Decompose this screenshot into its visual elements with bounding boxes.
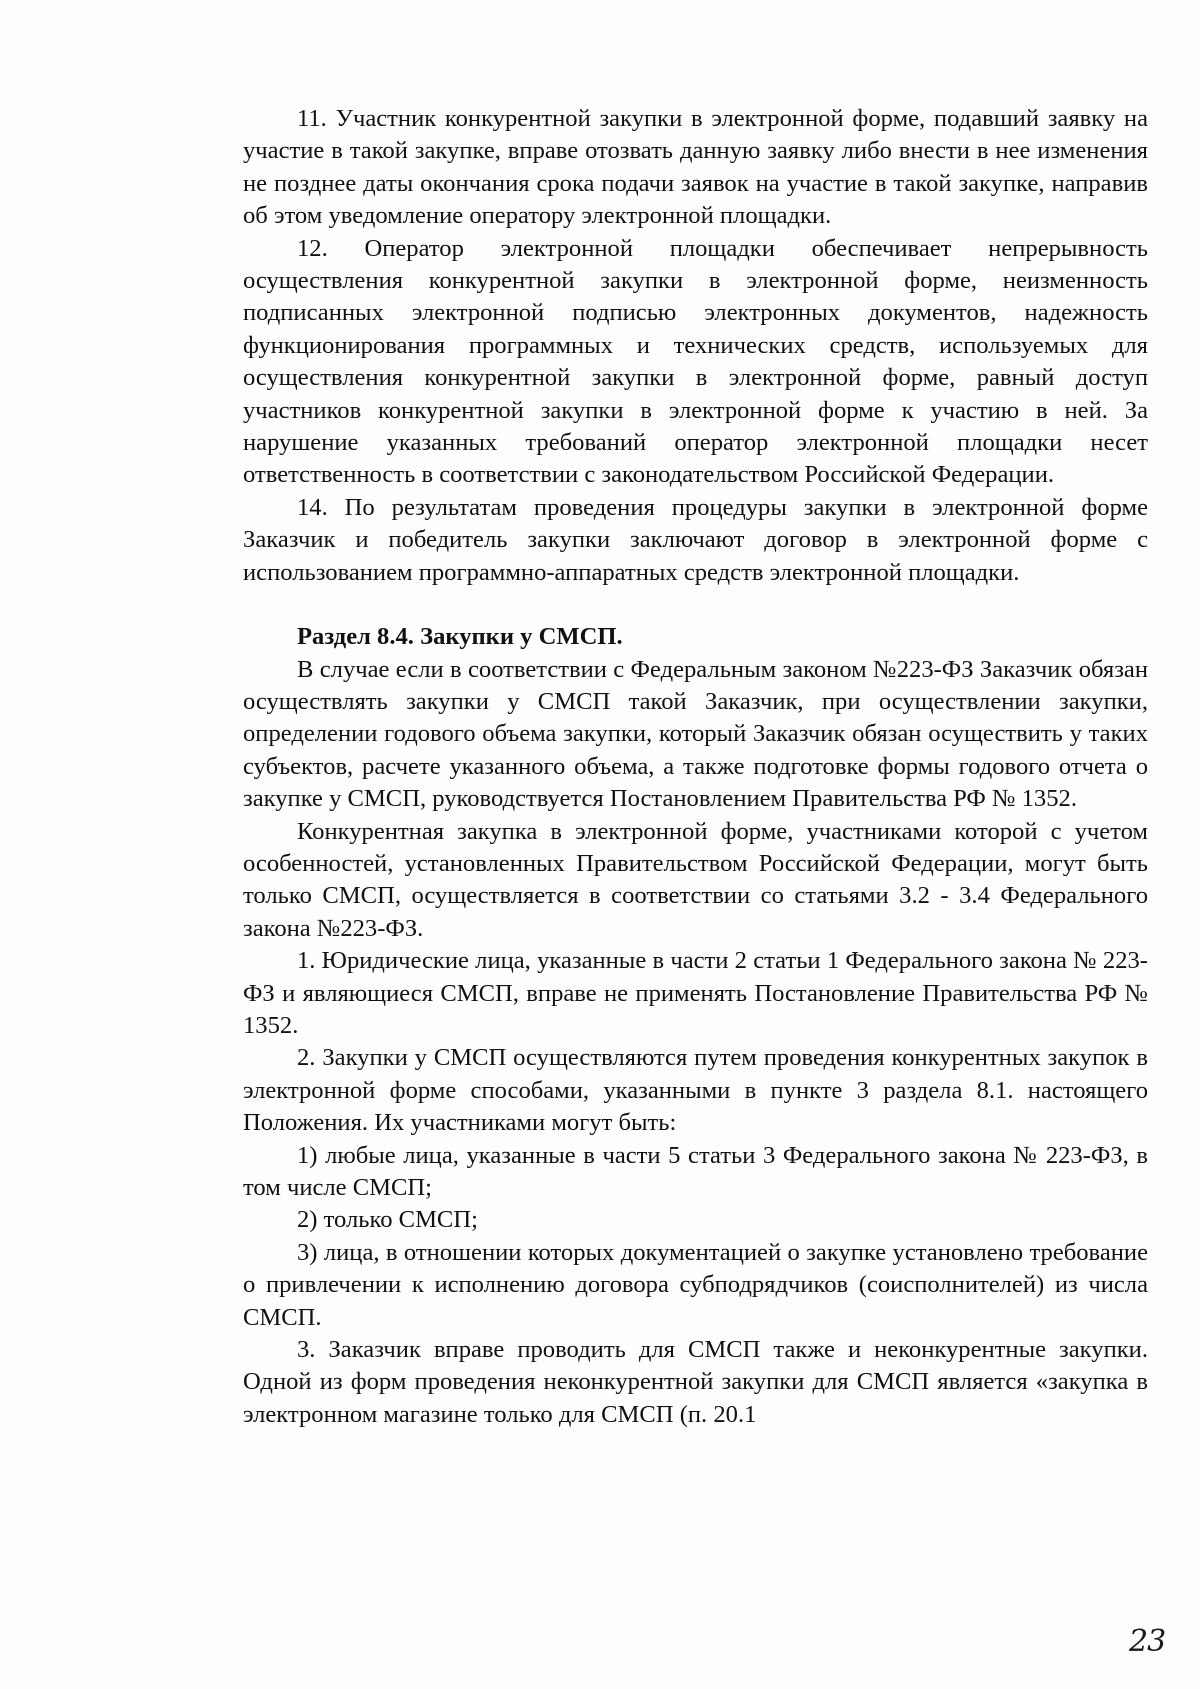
paragraph-11: 11. Участник конкурентной закупки в электронной форме, подавший заявку на участие в такой закупке, вправе отозвать данную заявку либо внести в нее изменения не позднее даты окончания срока подачи заявок на участие в такой закупке, направив об этом уведомление оператору электронной площадки. bbox=[243, 105, 1148, 230]
section-paragraph-3: 3. Заказчик вправе проводить для СМСП также и неконкурентные закупки. Одной из форм проведения неконкурентной закупки для СМСП является «закупка в электронном магазине только для СМСП (п. 20.1 bbox=[243, 1336, 1148, 1428]
section-paragraph-intro: В случае если в соответствии с Федеральным законом №223-ФЗ Заказчик обязан осуществлять закупки у СМСП такой Заказчик, при осуществлении закупки, определении годового объема закупки, который Заказчик обязан осуществить у таких субъектов, расчете указанного объема, а также подготовке формы годового отчета о закупке у СМСП, руководствуется Постановлением Правительства РФ № 1352. bbox=[243, 655, 1148, 813]
section-paragraph-competitive: Конкурентная закупка в электронной форме, участниками которой с учетом особенностей, установленных Правительством Российской Федерации, могут быть только СМСП, осуществляется в соответствии со статьями 3.2 - 3.4 Федерального закона №223-ФЗ. bbox=[243, 817, 1148, 942]
section-list-item-1: 1) любые лица, указанные в части 5 статьи 3 Федерального закона № 223-ФЗ, в том числе СМСП; bbox=[243, 1141, 1148, 1201]
paragraph-14: 14. По результатам проведения процедуры закупки в электронной форме Заказчик и победитель закупки заключают договор в электронной форме с использованием программно-аппаратных средств электронной площадки. bbox=[243, 493, 1148, 586]
section-list-item-3: 3) лица, в отношении которых документацией о закупке установлено требование о привлечении к исполнению договора субподрядчиков (соисполнителей) из числа СМСП. bbox=[243, 1238, 1148, 1331]
section-paragraph-1: 1. Юридические лица, указанные в части 2 статьи 1 Федерального закона № 223-ФЗ и являющиеся СМСП, вправе не применять Постановление Правительства РФ № 1352. bbox=[243, 947, 1148, 1039]
section-list-item-2: 2) только СМСП; bbox=[297, 1206, 478, 1234]
section-heading: Раздел 8.4. Закупки у СМСП. bbox=[297, 623, 623, 651]
document-body bbox=[243, 103, 1148, 1431]
paragraph-12: 12. Оператор электронной площадки обеспечивает непрерывность осуществления конкурентной закупки в электронной форме, неизменность подписанных электронной подписью электронных документов, надежность функционирования программных и технических средств, используемых для осуществления конкурентной закупки в электронной форме, равный доступ участников конкурентной закупки в электронной форме к участию в ней. За нарушение указанных требований оператор электронной площадки несет ответственность в соответствии с законодательством Российской Федерации. bbox=[243, 234, 1148, 489]
page-number: 23 bbox=[1129, 1624, 1166, 1659]
section-paragraph-2: 2. Закупки у СМСП осуществляются путем проведения конкурентных закупок в электронной форме способами, указанными в пункте 3 раздела 8.1. настоящего Положения. Их участниками могут быть: bbox=[243, 1044, 1148, 1137]
